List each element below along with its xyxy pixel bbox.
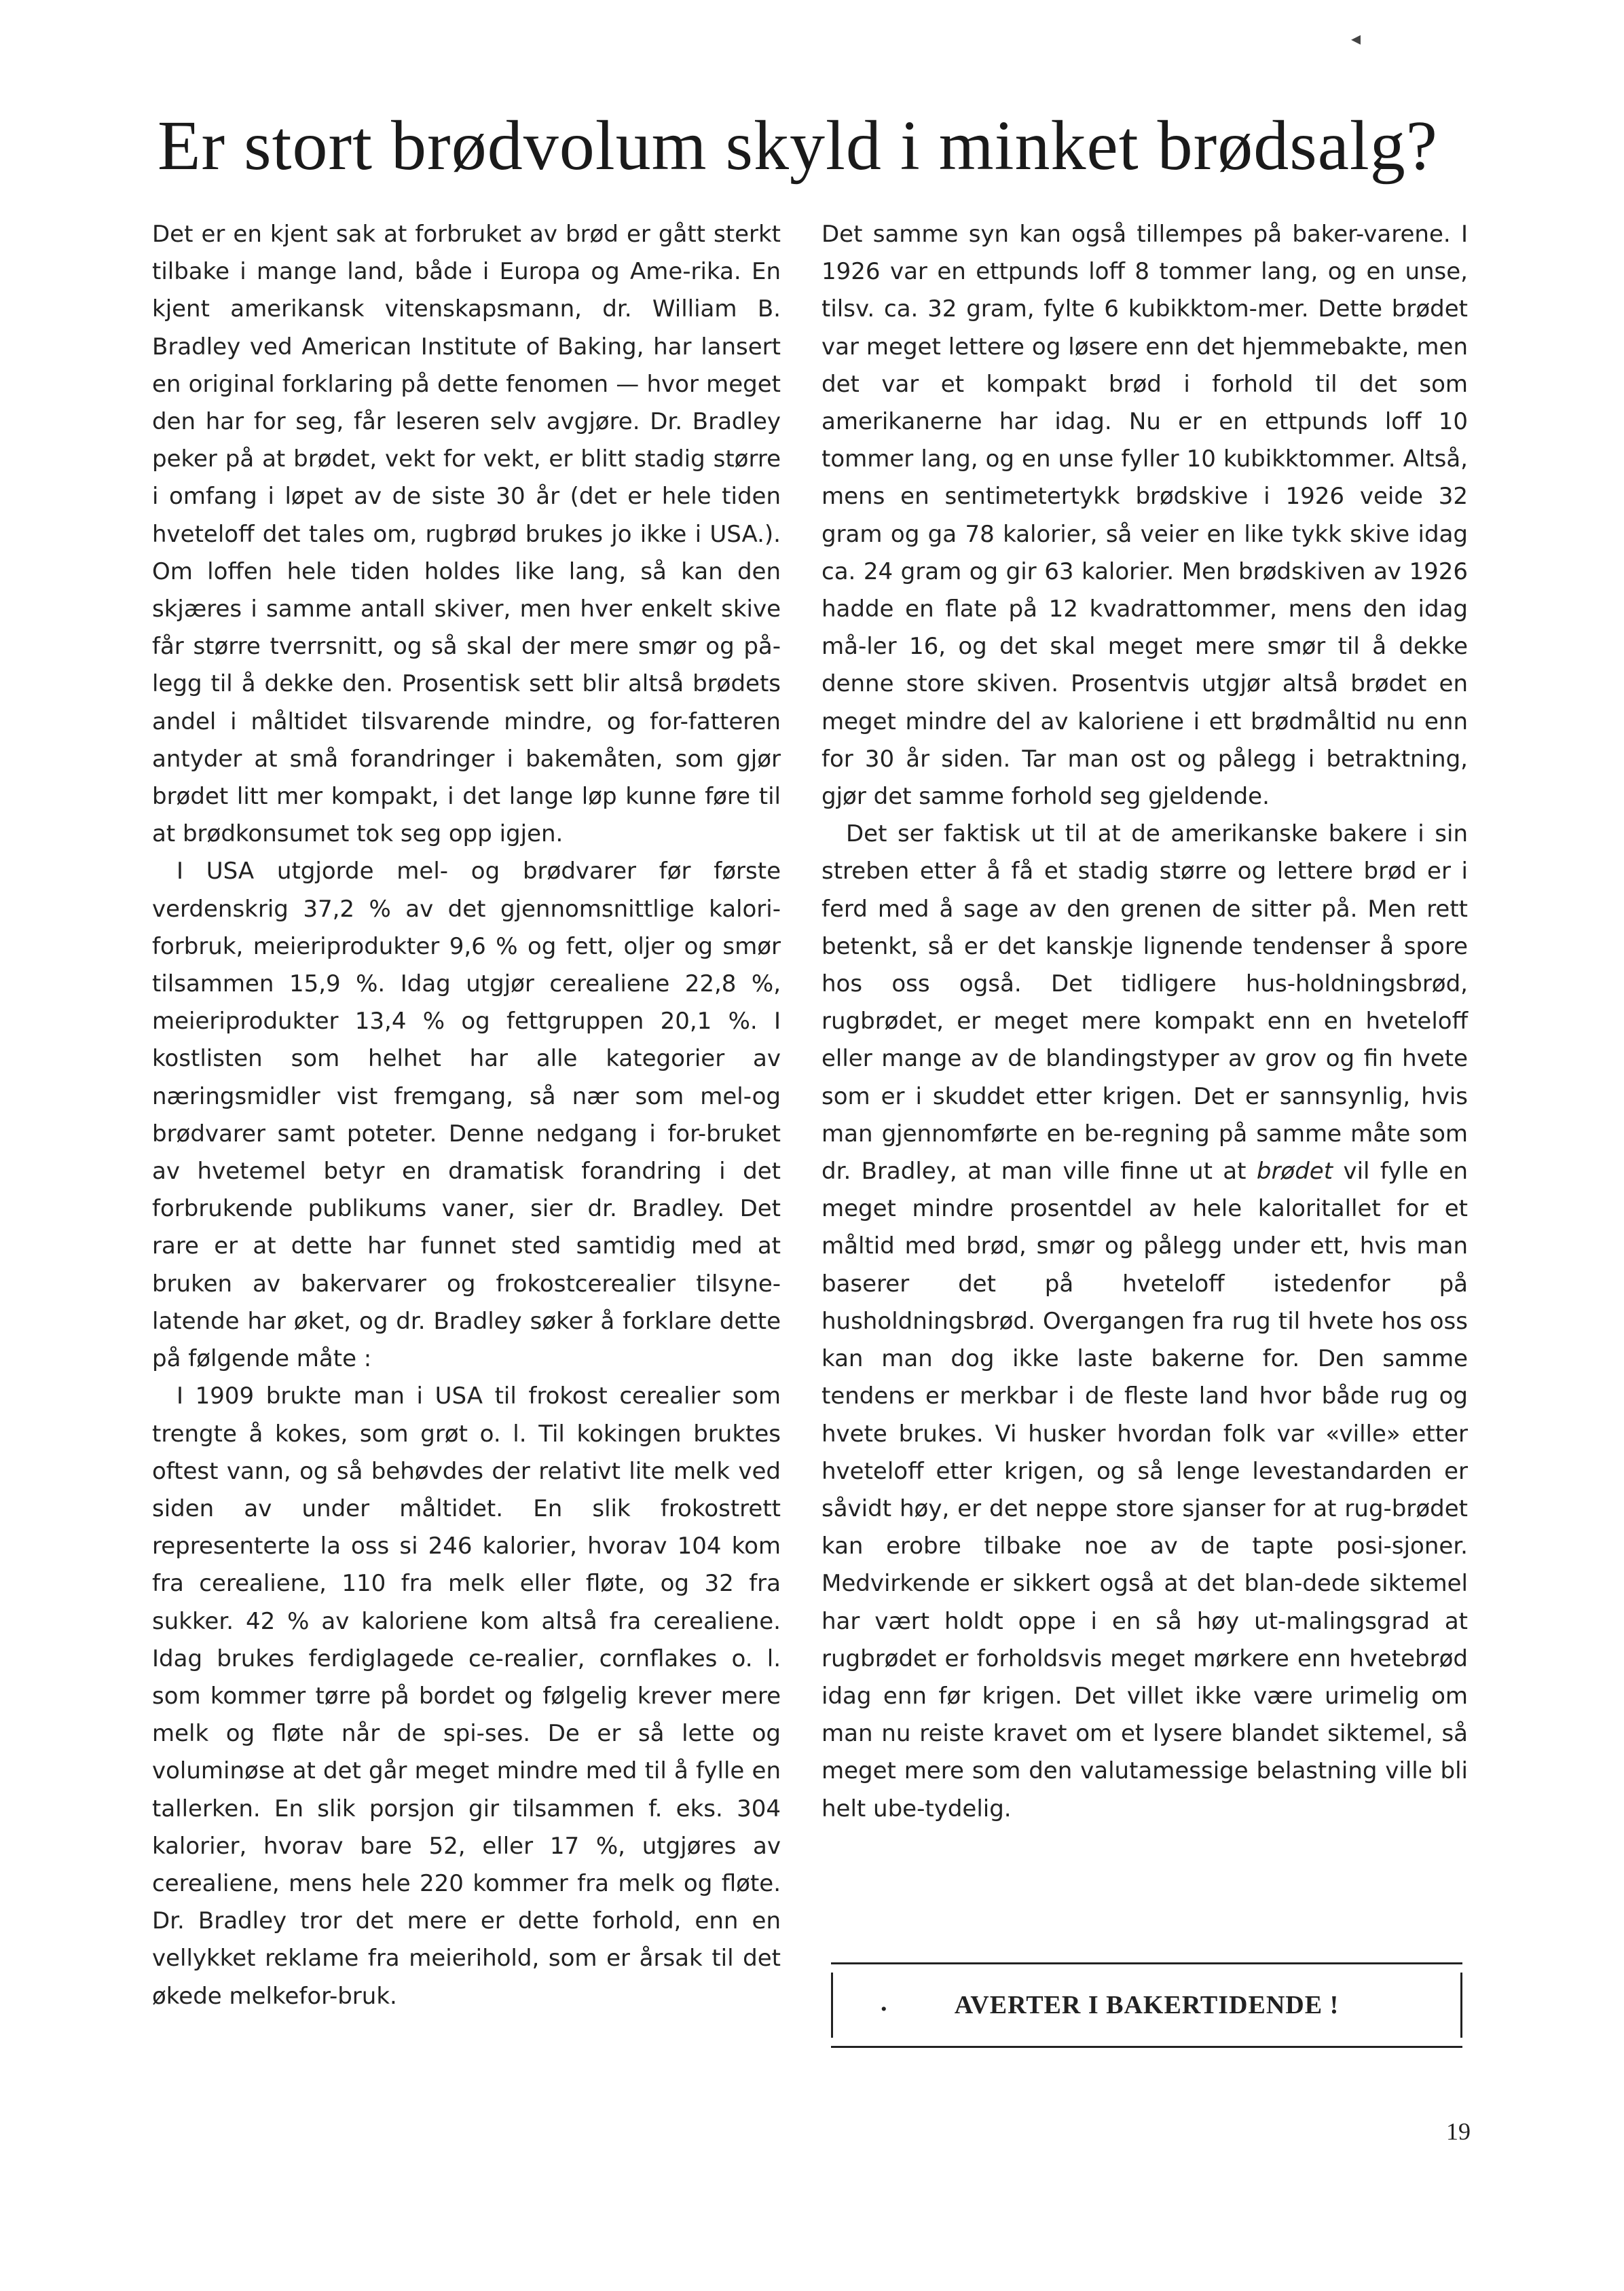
right-paragraph-1: Det samme syn kan også tillempes på baker-varene. I 1926 var en ettpunds loff 8 tommer lang, og en unse, tilsv. ca. 32 gram, fylte 6 kubikktom-mer. Dette brødet var meget lettere og løsere enn det hjemmebakte, men det var et kompakt brød i forhold til det som amerikanerne har idag. Nu er en ettpunds loff 10 tommer lang, og en unse fyller 10 kubikktommer. Altså, mens en sentimetertykk brødskive i 1926 veide 32 gram og ga 78 kalorier, så veier en like tykk skive idag ca. 24 gram og gir 63 kalorier. Men brødskiven av 1926 hadde en flate på 12 kvadrattommer, mens den idag må-ler 16, og det skal meget mere smør til å dekke denne store skiven. Prosentvis utgjør altså brødet en meget mindre del av kaloriene i ett brødmåltid nu enn for 30 år siden. Tar man ost og pålegg i betraktning, gjør det samme forhold seg gjeldende. [822,221,1468,811]
left-column [152,216,781,2015]
article-title: Er stort brødvolum skyld i minket brødsalg? [158,107,1438,185]
right-column [822,216,1468,1828]
left-paragraph-1: Det er en kjent sak at forbruket av brød er gått sterkt tilbake i mange land, både i Europa og Ame-rika. En kjent amerikansk vitenskapsmann, dr. William B. Bradley ved American Institute of Baking, har lansert en original forklaring på dette fenomen — hvor meget den har for seg, får leseren selv avgjøre. Dr. Bradley peker på at brødet, vekt for vekt, er blitt stadig større i omfang i løpet av de siste 30 år (det er hele tiden hveteloff det tales om, rugbrød brukes jo ikke i USA.). Om loffen hele tiden holdes like lang, så kan den skjæres i samme antall skiver, men hver enkelt skive får større tverrsnitt, og så skal der mere smør og på-legg til å dekke den. Prosentisk sett blir altså brødets andel i måltidet tilsvarende mindre, og for-fatteren antyder at små forandringer i bakemåten, som gjør brødet litt mer kompakt, i det lange løp kunne føre til at brødkonsumet tok seg opp igjen. [152,221,781,848]
corner-mark: ◂ [1351,27,1361,50]
right-paragraph-2-start: Det ser faktisk ut til at de amerikanske bakere i sin streben etter å få et stadig større og lettere brød er i ferd med å sage av den grenen de sitter på. Men rett betenkt, så er det kanskje lignende tendenser å spore hos oss også. Det tidligere hus-holdningsbrød, rugbrødet, er meget mere kompakt enn en hveteloff eller mange av de blandingstyper av grov og fin hvete som er i skuddet etter krigen. Det er sannsynlig, hvis man gjennomførte en be-regning på samme måte som dr. Bradley, at man ville finne ut at [822,820,1468,1186]
left-paragraph-2: I USA utgjorde mel- og brødvarer før første verdenskrig 37,2 % av det gjennomsnittlige kalori-forbruk, meieriprodukter 9,6 % og fett, oljer og smør tilsammen 15,9 %. Idag utgjør cerealiene 22,8 %, meieriprodukter 13,4 % og fettgruppen 20,1 %. I kostlisten som helhet har alle kategorier av næringsmidler vist fremgang, så nær som mel-og brødvarer samt poteter. Denne nedgang i for-bruket av hvetemel betyr en dramatisk forandring i det forbrukende publikums vaner, sier dr. Bradley. Det rare er at dette har funnet sted samtidig med at bruken av bakervarer og frokostcerealier tilsyne-latende har øket, og dr. Bradley søker å forklare dette på følgende måte : [152,858,781,1373]
page-number: 19 [1446,2118,1471,2145]
advertisement-dot: . [881,1988,887,2017]
right-paragraph-2 [822,815,1468,1827]
left-paragraph-3: I 1909 brukte man i USA til frokost cerealier som trengte å kokes, som grøt o. l. Til kokingen bruktes oftest vann, og så behøvdes der relativt lite melk ved siden av under måltidet. En slik frokostrett representerte la oss si 246 kalorier, hvorav 104 kom fra cerealiene, 110 fra melk eller fløte, og 32 fra sukker. 42 % av kaloriene kom altså fra cerealiene. Idag brukes ferdiglagede ce-realier, cornflakes o. l. som kommer tørre på bordet og følgelig krever mere melk og fløte når de spi-ses. De er så lette og voluminøse at det går meget mindre med til å fylle en tallerken. En slik porsjon gir tilsammen f. eks. 304 kalorier, hvorav bare 52, eller 17 %, utgjøres av cerealiene, mens hele 220 kommer fra melk og fløte. Dr. Bradley tror det mere er dette forhold, enn en vellykket reklame fra meierihold, som er årsak til det økede melkefor-bruk. [152,1382,781,2010]
italic-word: brødet [1256,1158,1333,1186]
right-paragraph-2-end: vil fylle en meget mindre prosentdel av hele kaloritallet for et måltid med brød, smør og pålegg under ett, hvis man baserer det på hveteloff istedenfor på husholdningsbrød. Overgangen fra rug til hvete hos oss kan man dog ikke laste bakerne for. Den samme tendens er merkbar i de fleste land hvor både rug og hvete brukes. Vi husker hvordan folk var «ville» etter hveteloff etter krigen, og så lenge levestandarden er såvidt høy, er det neppe store sjanser for at rug-brødet kan erobre tilbake noe av de tapte posi-sjoner. Medvirkende er sikkert også at det blan-dede siktemel har vært holdt oppe i en så høy ut-malingsgrad at rugbrødet er forholdsvis meget mørkere enn hvetebrød idag enn før krigen. Det villet ikke være urimelig om man nu reiste kravet om et lysere blandet siktemel, så meget mere som den valutamessige belastning ville bli helt ube-tydelig. [822,1158,1468,1822]
advertisement-box [831,1973,1462,2038]
advertisement-text: AVERTER I BAKERTIDENDE ! [954,1991,1340,2019]
